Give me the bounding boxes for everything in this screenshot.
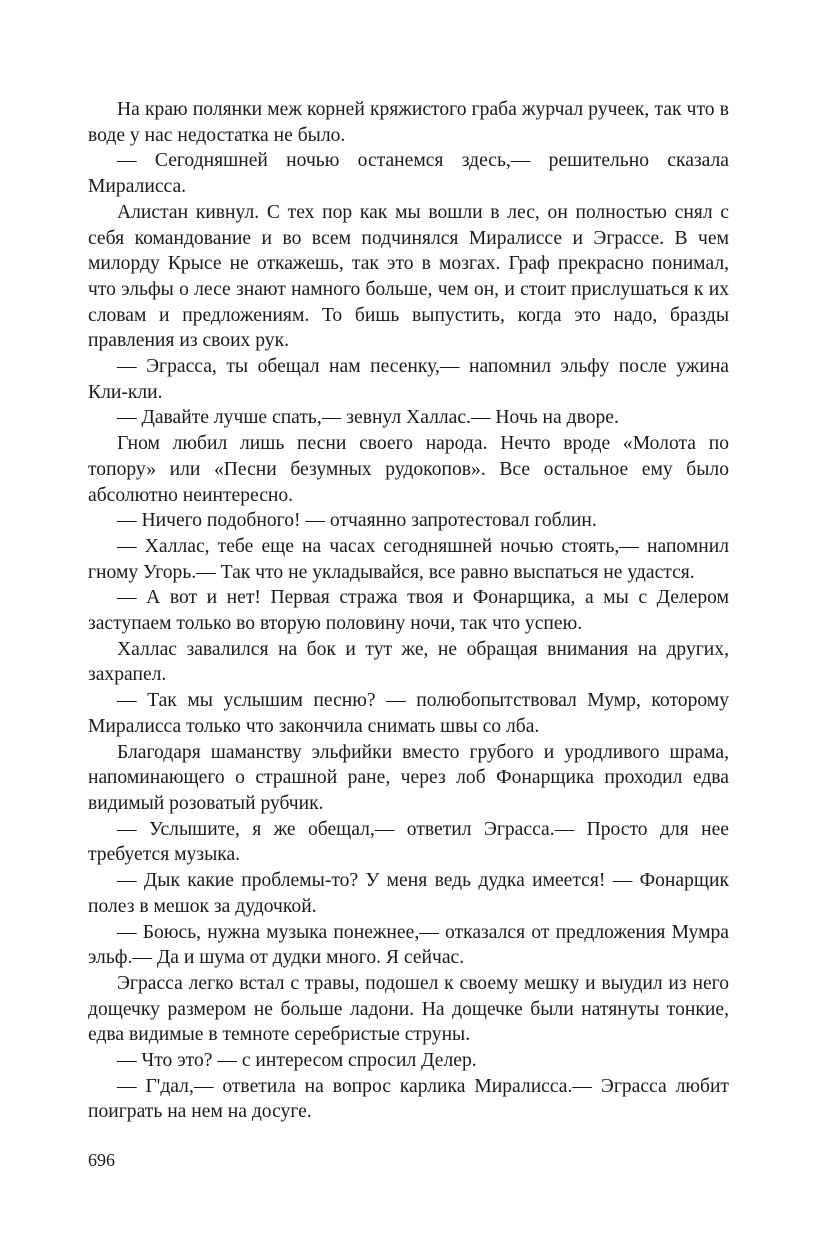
paragraph: — Услышите, я же обещал,— ответил Эграсса.— Просто для нее требуется музыка. — [88, 818, 729, 866]
paragraph: — Боюсь, нужна музыка понежнее,— отказался от предложения Мумра эльф.— Да и шума от дудки много. Я сейчас. — [88, 921, 729, 969]
paragraph: — Ничего подобного! — отчаянно запротестовал гоблин. — [117, 510, 597, 532]
page-number: 696 — [88, 1150, 115, 1170]
paragraph: На краю полянки меж корней кряжистого граба журчал ручеек, так что в воде у нас недостатка не было. — [88, 99, 729, 146]
paragraph: — Халлас, тебе еще на часах сегодняшней ночью стоять,— напомнил гному Угорь.— Так что не укладывайся, все равно выспаться не удастся. — [88, 535, 729, 583]
paragraph: — Г'дал,— ответила на вопрос карлика Миралисса.— Эграсса любит поиграть на нем на досуге. — [88, 1075, 729, 1123]
paragraph: — Дык какие проблемы-то? У меня ведь дудка имеется! — Фонарщик полез в мешок за дудочкой. — [88, 870, 729, 917]
paragraph: Эграсса легко встал с травы, подошел к своему мешку и выудил из него дощечку размером не больше ладони. На дощечке были натянуты тонкие, едва видимые в темноте серебристые струны. — [88, 972, 729, 1046]
paragraph: Благодаря шаманству эльфийки вместо грубого и уродливого шрама, напоминающего о страшной ране, через лоб Фонарщика проходил едва видимый розоватый рубчик. — [88, 741, 729, 814]
paragraph: Алистан кивнул. С тех пор как мы вошли в лес, он полностью снял с себя командование и во всем подчинялся Миралиссе и Эграссе. В чем милорду Крысе не откажешь, так это в мозгах. Граф прекрасно понимал, что эльфы о лесе знают намного больше, чем он, и стоит прислушаться к их словам и предложениям. То бишь выпустить, когда это надо, бразды правления из своих рук. — [88, 201, 729, 352]
paragraph: — А вот и нет! Первая стража твоя и Фонарщика, а мы с Делером заступаем только во вторую половину ночи, так что успею. — [88, 587, 729, 635]
paragraph: — Что это? — с интересом спросил Делер. — [117, 1050, 477, 1072]
paragraph: — Сегодняшней ночью останемся здесь,— решительно сказала Миралисса. — [88, 150, 729, 198]
paragraph: Гном любил лишь песни своего народа. Нечто вроде «Молота по топору» или «Песни безумных рудокопов». Все остальное ему было абсолютно неинтересно. — [88, 433, 729, 506]
paragraph: Халлас завалился на бок и тут же, не обращая внимания на других, захрапел. — [88, 638, 729, 686]
paragraph: — Давайте лучше спать,— зевнул Халлас.— Ночь на дворе. — [117, 407, 619, 429]
paragraph: — Так мы услышим песню? — полюбопытствовал Мумр, которому Миралисса только что закончила снимать швы со лба. — [88, 690, 729, 737]
book-page-text — [88, 97, 729, 1125]
paragraph: — Эграсса, ты обещал нам песенку,— напомнил эльфу после ужина Кли-кли. — [88, 356, 729, 403]
